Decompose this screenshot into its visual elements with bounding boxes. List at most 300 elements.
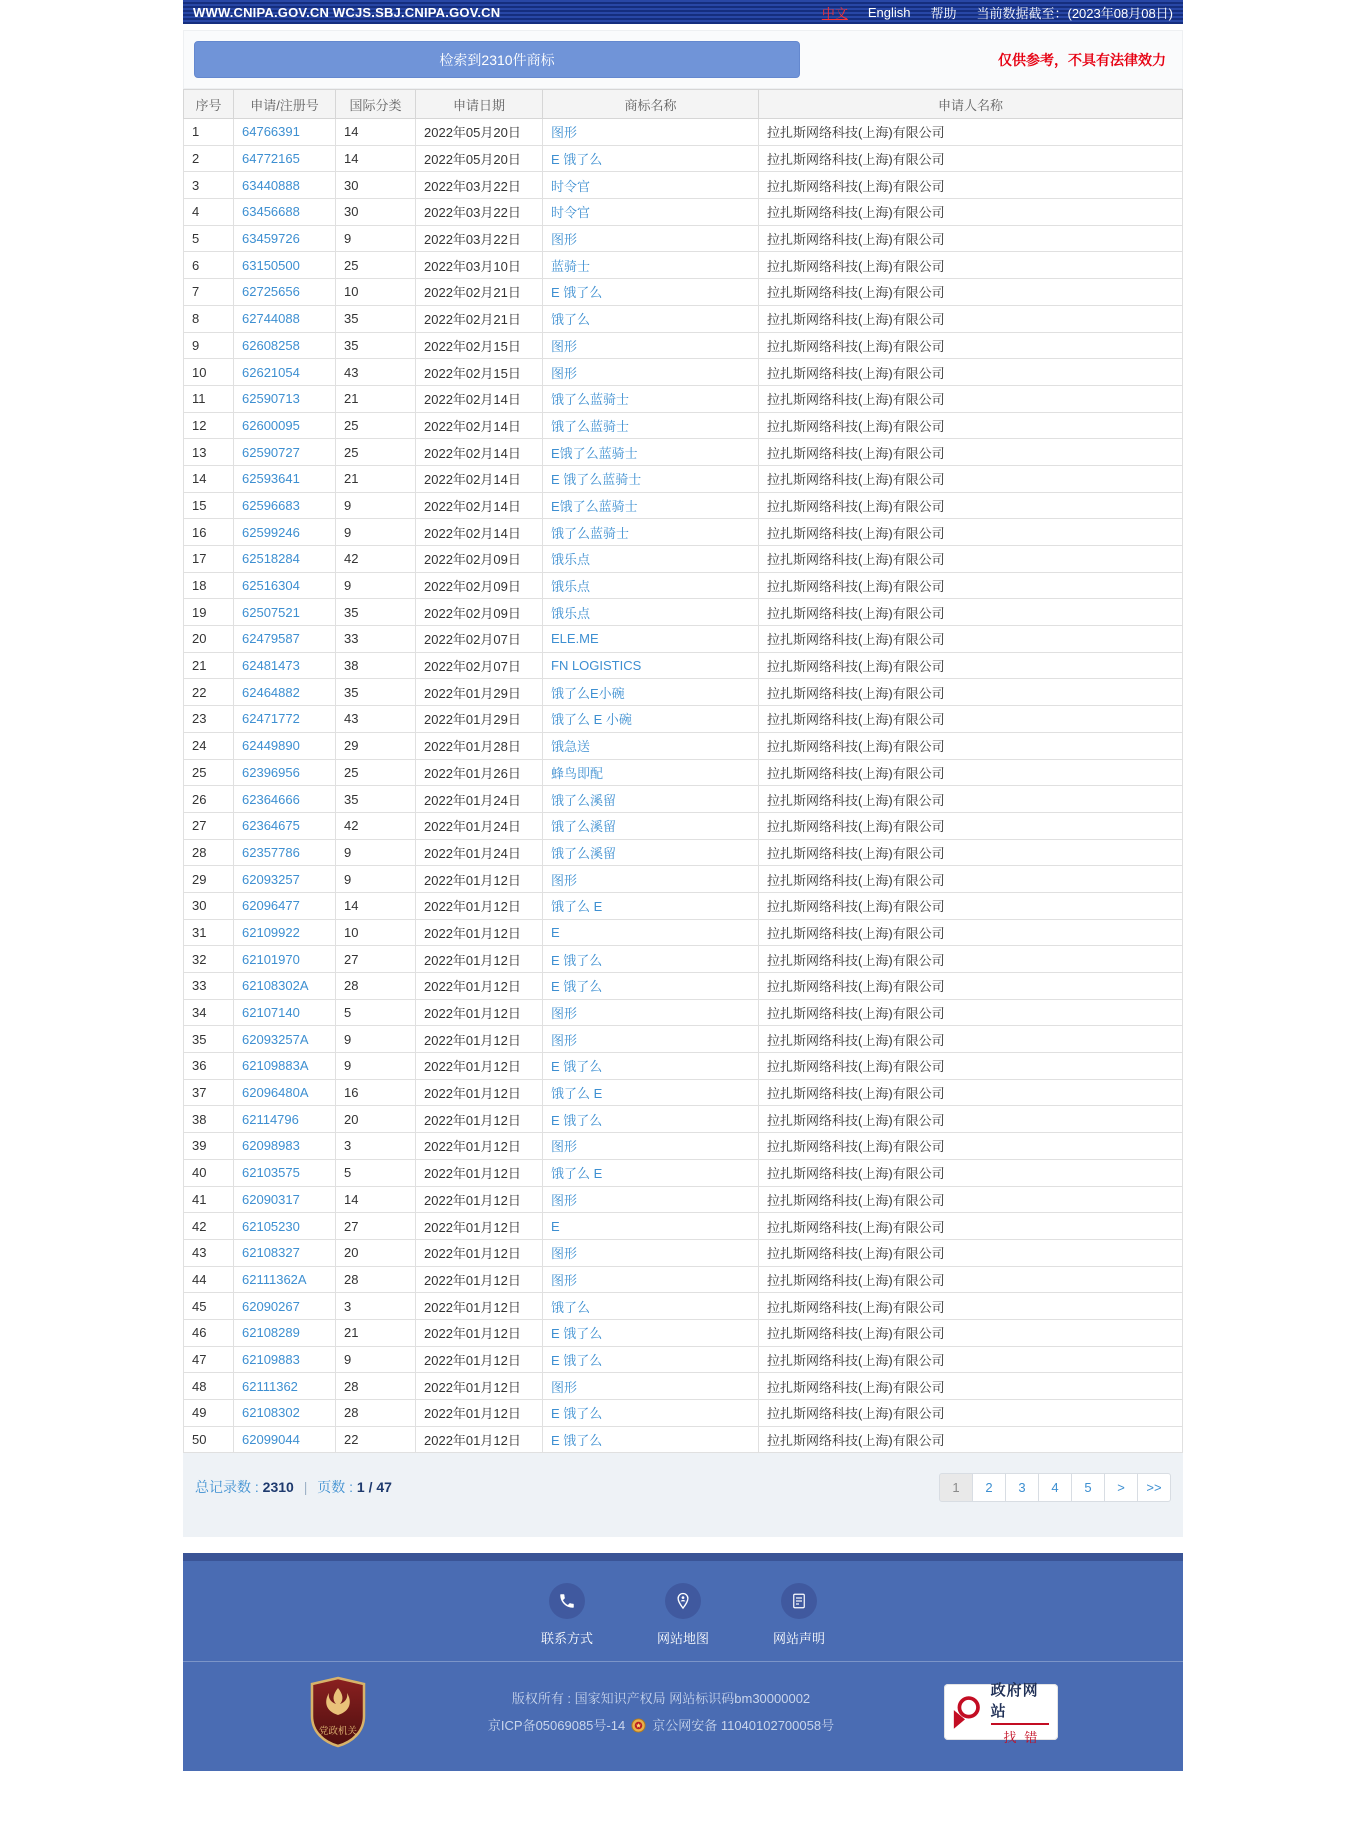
- intl-class-value: 9: [336, 1346, 416, 1373]
- table-row: [184, 626, 1183, 653]
- disclaimer-text: 仅供参考，不具有法律效力: [998, 51, 1166, 68]
- result-count-button[interactable]: 检索到2310件商标: [194, 41, 800, 78]
- trademark-name-link[interactable]: 饿了么蓝骑士: [543, 519, 759, 546]
- intl-class-value: 33: [336, 626, 416, 653]
- application-number-link[interactable]: 62364675: [234, 812, 336, 839]
- row-index: 12: [184, 412, 234, 439]
- applicant-name: 拉扎斯网络科技(上海)有限公司: [759, 1213, 1183, 1240]
- application-number-link[interactable]: 62593641: [234, 465, 336, 492]
- row-index: 22: [184, 679, 234, 706]
- trademark-name-link[interactable]: 饿了么 E: [543, 892, 759, 919]
- application-number-link[interactable]: 62481473: [234, 652, 336, 679]
- applicant-name: 拉扎斯网络科技(上海)有限公司: [759, 866, 1183, 893]
- application-date-value: 2022年01月29日: [416, 679, 543, 706]
- application-number-link[interactable]: 62600095: [234, 412, 336, 439]
- applicant-name: 拉扎斯网络科技(上海)有限公司: [759, 759, 1183, 786]
- applicant-name: 拉扎斯网络科技(上海)有限公司: [759, 999, 1183, 1026]
- row-index: 43: [184, 1239, 234, 1266]
- table-row: [184, 1186, 1183, 1213]
- applicant-name: 拉扎斯网络科技(上海)有限公司: [759, 946, 1183, 973]
- topbar-menu: [822, 3, 1173, 22]
- page-button-2[interactable]: 2: [972, 1473, 1006, 1502]
- application-number-link[interactable]: 62396956: [234, 759, 336, 786]
- trademark-name-link[interactable]: FN LOGISTICS: [543, 652, 759, 679]
- lang-english-link[interactable]: English: [867, 4, 911, 20]
- trademark-name-link[interactable]: 图形: [543, 225, 759, 252]
- trademark-name-link[interactable]: E 饿了么: [543, 1053, 759, 1080]
- application-number-link[interactable]: 62590713: [234, 385, 336, 412]
- page-count-value: 1 / 47: [356, 1479, 392, 1496]
- search-summary-bar: [183, 30, 1183, 89]
- application-number-link[interactable]: 62725656: [234, 279, 336, 306]
- application-date-value: 2022年02月07日: [416, 652, 543, 679]
- applicant-name: 拉扎斯网络科技(上海)有限公司: [759, 652, 1183, 679]
- page: [183, 0, 1183, 1771]
- row-index: 25: [184, 759, 234, 786]
- application-date-value: 2022年01月24日: [416, 812, 543, 839]
- intl-class-value: 9: [336, 1026, 416, 1053]
- intl-class-value: 30: [336, 199, 416, 226]
- application-number-link[interactable]: 63440888: [234, 172, 336, 199]
- application-number-link[interactable]: 62479587: [234, 626, 336, 653]
- trademark-name-link[interactable]: 图形: [543, 359, 759, 386]
- application-date-value: 2022年01月12日: [416, 1239, 543, 1266]
- row-index: 3: [184, 172, 234, 199]
- trademark-name-link[interactable]: 饿了么蓝骑士: [543, 385, 759, 412]
- row-index: 20: [184, 626, 234, 653]
- table-row: [184, 1266, 1183, 1293]
- application-date-value: 2022年01月12日: [416, 1186, 543, 1213]
- trademark-name-link[interactable]: 图形: [543, 1026, 759, 1053]
- application-number-link[interactable]: 62357786: [234, 839, 336, 866]
- intl-class-value: 21: [336, 1319, 416, 1346]
- intl-class-value: 43: [336, 359, 416, 386]
- application-number-link[interactable]: 64772165: [234, 145, 336, 172]
- table-row: [184, 759, 1183, 786]
- intl-class-value: 28: [336, 1373, 416, 1400]
- application-number-link[interactable]: 62471772: [234, 706, 336, 733]
- page-next-button[interactable]: >: [1104, 1473, 1138, 1502]
- application-date-value: 2022年02月15日: [416, 332, 543, 359]
- table-row: [184, 1293, 1183, 1320]
- table-row: [184, 465, 1183, 492]
- table-row: [184, 706, 1183, 733]
- application-number-link[interactable]: 62108302: [234, 1400, 336, 1427]
- application-number-link[interactable]: 62109922: [234, 919, 336, 946]
- application-number-link[interactable]: 64766391: [234, 119, 336, 146]
- table-row: [184, 1213, 1183, 1240]
- total-records-value: 2310: [262, 1479, 294, 1496]
- footer-bottom: [183, 1662, 1183, 1748]
- trademark-name-link[interactable]: E 饿了么: [543, 946, 759, 973]
- statement-label: 网站声明: [773, 1631, 826, 1647]
- row-index: 7: [184, 279, 234, 306]
- trademark-name-link[interactable]: E 饿了么蓝骑士: [543, 465, 759, 492]
- icp-number[interactable]: 京ICP备05069085号-14: [487, 1718, 626, 1734]
- trademark-name-link[interactable]: 图形: [543, 999, 759, 1026]
- application-number-link[interactable]: 62108302A: [234, 973, 336, 1000]
- contact-label: 联系方式: [540, 1631, 593, 1647]
- results-table: [183, 89, 1183, 1453]
- row-index: 40: [184, 1159, 234, 1186]
- police-registration-number[interactable]: 京公网安备 11040102700058号: [652, 1718, 835, 1734]
- trademark-name-link[interactable]: 图形: [543, 1266, 759, 1293]
- applicant-name: 拉扎斯网络科技(上海)有限公司: [759, 626, 1183, 653]
- trademark-name-link[interactable]: E 饿了么: [543, 1400, 759, 1427]
- application-number-link[interactable]: 62108289: [234, 1319, 336, 1346]
- application-number-link[interactable]: 62107140: [234, 999, 336, 1026]
- trademark-name-link[interactable]: 饿乐点: [543, 546, 759, 573]
- intl-class-value: 9: [336, 866, 416, 893]
- table-row: [184, 1053, 1183, 1080]
- applicant-name: 拉扎斯网络科技(上海)有限公司: [759, 1266, 1183, 1293]
- table-row: [184, 679, 1183, 706]
- party-government-shield-icon[interactable]: [308, 1676, 368, 1748]
- intl-class-value: 35: [336, 305, 416, 332]
- table-row: [184, 599, 1183, 626]
- application-number-link[interactable]: 62093257A: [234, 1026, 336, 1053]
- application-date-value: 2022年01月28日: [416, 732, 543, 759]
- application-number-link[interactable]: 62105230: [234, 1213, 336, 1240]
- trademark-name-link[interactable]: 饿了么蓝骑士: [543, 412, 759, 439]
- application-number-link[interactable]: 62093257: [234, 866, 336, 893]
- trademark-name-link[interactable]: E 饿了么: [543, 1346, 759, 1373]
- trademark-name-link[interactable]: 饿了么 E: [543, 1079, 759, 1106]
- row-index: 4: [184, 199, 234, 226]
- applicant-name: 拉扎斯网络科技(上海)有限公司: [759, 706, 1183, 733]
- intl-class-value: 28: [336, 973, 416, 1000]
- application-number-link[interactable]: 62111362: [234, 1373, 336, 1400]
- applicant-name: 拉扎斯网络科技(上海)有限公司: [759, 1106, 1183, 1133]
- row-index: 49: [184, 1400, 234, 1427]
- intl-class-value: 20: [336, 1239, 416, 1266]
- application-number-link[interactable]: 62096477: [234, 892, 336, 919]
- applicant-name: 拉扎斯网络科技(上海)有限公司: [759, 546, 1183, 573]
- gov-badge-rule: [991, 1723, 1049, 1725]
- table-row: [184, 786, 1183, 813]
- sitemap-label: 网站地图: [656, 1631, 709, 1647]
- intl-class-value: 25: [336, 439, 416, 466]
- application-date-value: 2022年01月12日: [416, 919, 543, 946]
- trademark-name-link[interactable]: 饿了么 E 小碗: [543, 706, 759, 733]
- intl-class-value: 28: [336, 1400, 416, 1427]
- applicant-name: 拉扎斯网络科技(上海)有限公司: [759, 1079, 1183, 1106]
- intl-class-value: 14: [336, 119, 416, 146]
- application-date-value: 2022年01月12日: [416, 1213, 543, 1240]
- row-index: 13: [184, 439, 234, 466]
- trademark-name-link[interactable]: E 饿了么: [543, 1106, 759, 1133]
- trademark-name-link[interactable]: 饿了么溪留: [543, 812, 759, 839]
- row-index: 8: [184, 305, 234, 332]
- applicant-name: 拉扎斯网络科技(上海)有限公司: [759, 1239, 1183, 1266]
- trademark-name-link[interactable]: 饿乐点: [543, 572, 759, 599]
- application-number-link[interactable]: 62090317: [234, 1186, 336, 1213]
- application-date-value: 2022年01月12日: [416, 1026, 543, 1053]
- applicant-name: 拉扎斯网络科技(上海)有限公司: [759, 732, 1183, 759]
- applicant-name: 拉扎斯网络科技(上海)有限公司: [759, 172, 1183, 199]
- table-row: [184, 1426, 1183, 1453]
- row-index: 46: [184, 1319, 234, 1346]
- table-row: [184, 1346, 1183, 1373]
- table-row: [184, 359, 1183, 386]
- application-number-link[interactable]: 62599246: [234, 519, 336, 546]
- application-number-link[interactable]: 62090267: [234, 1293, 336, 1320]
- application-number-link[interactable]: 63150500: [234, 252, 336, 279]
- trademark-name-link[interactable]: 饿乐点: [543, 599, 759, 626]
- applicant-name: 拉扎斯网络科技(上海)有限公司: [759, 1026, 1183, 1053]
- applicant-name: 拉扎斯网络科技(上海)有限公司: [759, 1319, 1183, 1346]
- applicant-name: 拉扎斯网络科技(上海)有限公司: [759, 839, 1183, 866]
- applicant-name: 拉扎斯网络科技(上海)有限公司: [759, 1293, 1183, 1320]
- intl-class-value: 9: [336, 519, 416, 546]
- table-row: [184, 119, 1183, 146]
- intl-class-value: 35: [336, 332, 416, 359]
- intl-class-value: 9: [336, 839, 416, 866]
- row-index: 5: [184, 225, 234, 252]
- applicant-name: 拉扎斯网络科技(上海)有限公司: [759, 599, 1183, 626]
- trademark-name-link[interactable]: E: [543, 919, 759, 946]
- application-date-value: 2022年01月12日: [416, 866, 543, 893]
- summary-separator: |: [303, 1479, 308, 1496]
- application-number-link[interactable]: 62744088: [234, 305, 336, 332]
- intl-class-value: 28: [336, 1266, 416, 1293]
- intl-class-value: 5: [336, 1159, 416, 1186]
- trademark-name-link[interactable]: 图形: [543, 332, 759, 359]
- trademark-name-link[interactable]: E 饿了么: [543, 279, 759, 306]
- trademark-name-link[interactable]: E饿了么蓝骑士: [543, 439, 759, 466]
- application-number-link[interactable]: 62596683: [234, 492, 336, 519]
- application-number-link[interactable]: 62516304: [234, 572, 336, 599]
- application-date-value: 2022年01月12日: [416, 973, 543, 1000]
- trademark-name-link[interactable]: 图形: [543, 1186, 759, 1213]
- row-index: 29: [184, 866, 234, 893]
- table-row: [184, 172, 1183, 199]
- row-index: 6: [184, 252, 234, 279]
- application-number-link[interactable]: 62101970: [234, 946, 336, 973]
- applicant-name: 拉扎斯网络科技(上海)有限公司: [759, 492, 1183, 519]
- trademark-name-link[interactable]: ELE.ME: [543, 626, 759, 653]
- application-number-link[interactable]: 62108327: [234, 1239, 336, 1266]
- pager: [939, 1473, 1171, 1502]
- intl-class-value: 35: [336, 679, 416, 706]
- application-number-link[interactable]: 62464882: [234, 679, 336, 706]
- header-application-number: 申请/注册号: [234, 90, 336, 119]
- phone-icon: [549, 1583, 585, 1619]
- applicant-name: 拉扎斯网络科技(上海)有限公司: [759, 119, 1183, 146]
- row-index: 23: [184, 706, 234, 733]
- application-number-link[interactable]: 62608258: [234, 332, 336, 359]
- application-number-link[interactable]: 63456688: [234, 199, 336, 226]
- applicant-name: 拉扎斯网络科技(上海)有限公司: [759, 1159, 1183, 1186]
- application-number-link[interactable]: 62111362A: [234, 1266, 336, 1293]
- row-index: 44: [184, 1266, 234, 1293]
- trademark-name-link[interactable]: 时令官: [543, 172, 759, 199]
- application-number-link[interactable]: 62518284: [234, 546, 336, 573]
- intl-class-value: 21: [336, 465, 416, 492]
- table-row: [184, 332, 1183, 359]
- trademark-name-link[interactable]: 饿了么: [543, 305, 759, 332]
- row-index: 19: [184, 599, 234, 626]
- statement-link[interactable]: [773, 1583, 825, 1647]
- trademark-name-link[interactable]: 图形: [543, 1373, 759, 1400]
- page-last-button[interactable]: >>: [1137, 1473, 1171, 1502]
- intl-class-value: 25: [336, 412, 416, 439]
- intl-class-value: 22: [336, 1426, 416, 1453]
- application-number-link[interactable]: 62109883A: [234, 1053, 336, 1080]
- application-date-value: 2022年02月14日: [416, 492, 543, 519]
- intl-class-value: 14: [336, 892, 416, 919]
- applicant-name: 拉扎斯网络科技(上海)有限公司: [759, 252, 1183, 279]
- application-date-value: 2022年02月21日: [416, 279, 543, 306]
- topbar: [183, 0, 1183, 24]
- applicant-name: 拉扎斯网络科技(上海)有限公司: [759, 279, 1183, 306]
- trademark-name-link[interactable]: E: [543, 1213, 759, 1240]
- trademark-name-link[interactable]: 蓝骑士: [543, 252, 759, 279]
- application-date-value: 2022年01月12日: [416, 1106, 543, 1133]
- gov-website-error-report-badge[interactable]: [944, 1681, 1058, 1745]
- header-intl-class: 国际分类: [336, 90, 416, 119]
- application-number-link[interactable]: 62096480A: [234, 1079, 336, 1106]
- trademark-name-link[interactable]: 图形: [543, 119, 759, 146]
- application-date-value: 2022年02月14日: [416, 385, 543, 412]
- footer: [183, 1553, 1183, 1771]
- row-index: 17: [184, 546, 234, 573]
- application-number-link[interactable]: 63459726: [234, 225, 336, 252]
- row-index: 27: [184, 812, 234, 839]
- application-date-value: 2022年01月12日: [416, 946, 543, 973]
- applicant-name: 拉扎斯网络科技(上海)有限公司: [759, 1426, 1183, 1453]
- application-number-link[interactable]: 62099044: [234, 1426, 336, 1453]
- intl-class-value: 9: [336, 572, 416, 599]
- table-row: [184, 999, 1183, 1026]
- row-index: 15: [184, 492, 234, 519]
- header-seq: 序号: [184, 90, 234, 119]
- trademark-name-link[interactable]: 蜂鸟即配: [543, 759, 759, 786]
- table-row: [184, 1319, 1183, 1346]
- table-row: [184, 1133, 1183, 1160]
- trademark-name-link[interactable]: 时令官: [543, 199, 759, 226]
- application-number-link[interactable]: 62590727: [234, 439, 336, 466]
- trademark-name-link[interactable]: 饿了么溪留: [543, 839, 759, 866]
- application-number-link[interactable]: 62114796: [234, 1106, 336, 1133]
- application-number-link[interactable]: 62364666: [234, 786, 336, 813]
- sitemap-icon: [665, 1583, 701, 1619]
- lang-chinese-link[interactable]: 中文: [821, 5, 848, 21]
- application-date-value: 2022年02月09日: [416, 546, 543, 573]
- row-index: 33: [184, 973, 234, 1000]
- application-date-value: 2022年02月09日: [416, 599, 543, 626]
- trademark-name-link[interactable]: 饿了么: [543, 1293, 759, 1320]
- trademark-name-link[interactable]: E饿了么蓝骑士: [543, 492, 759, 519]
- application-number-link[interactable]: 62621054: [234, 359, 336, 386]
- intl-class-value: 3: [336, 1293, 416, 1320]
- applicant-name: 拉扎斯网络科技(上海)有限公司: [759, 305, 1183, 332]
- application-number-link[interactable]: 62449890: [234, 732, 336, 759]
- applicant-name: 拉扎斯网络科技(上海)有限公司: [759, 145, 1183, 172]
- page-button-5[interactable]: 5: [1071, 1473, 1105, 1502]
- table-row: [184, 1106, 1183, 1133]
- contact-link[interactable]: [541, 1583, 593, 1647]
- trademark-name-link[interactable]: E 饿了么: [543, 145, 759, 172]
- trademark-name-link[interactable]: 饿急送: [543, 732, 759, 759]
- application-number-link[interactable]: 62103575: [234, 1159, 336, 1186]
- application-date-value: 2022年01月12日: [416, 1079, 543, 1106]
- applicant-name: 拉扎斯网络科技(上海)有限公司: [759, 1400, 1183, 1427]
- application-date-value: 2022年01月12日: [416, 999, 543, 1026]
- applicant-name: 拉扎斯网络科技(上海)有限公司: [759, 892, 1183, 919]
- help-link[interactable]: 帮助: [930, 5, 957, 21]
- intl-class-value: 10: [336, 279, 416, 306]
- statement-icon: [781, 1583, 817, 1619]
- table-row: [184, 1026, 1183, 1053]
- applicant-name: 拉扎斯网络科技(上海)有限公司: [759, 1133, 1183, 1160]
- row-index: 41: [184, 1186, 234, 1213]
- trademark-name-link[interactable]: 图形: [543, 866, 759, 893]
- page-button-4[interactable]: 4: [1038, 1473, 1072, 1502]
- application-number-link[interactable]: 62507521: [234, 599, 336, 626]
- application-date-value: 2022年01月12日: [416, 892, 543, 919]
- row-index: 37: [184, 1079, 234, 1106]
- gov-badge-subtitle: 找错: [1003, 1729, 1046, 1745]
- intl-class-value: 35: [336, 786, 416, 813]
- row-index: 30: [184, 892, 234, 919]
- row-index: 21: [184, 652, 234, 679]
- trademark-name-link[interactable]: E 饿了么: [543, 1426, 759, 1453]
- row-index: 26: [184, 786, 234, 813]
- intl-class-value: 9: [336, 225, 416, 252]
- table-row: [184, 412, 1183, 439]
- row-index: 14: [184, 465, 234, 492]
- applicant-name: 拉扎斯网络科技(上海)有限公司: [759, 465, 1183, 492]
- intl-class-value: 21: [336, 385, 416, 412]
- table-row: [184, 279, 1183, 306]
- intl-class-value: 38: [336, 652, 416, 679]
- shield-badge-text: 党政机关: [318, 1726, 357, 1738]
- intl-class-value: 10: [336, 919, 416, 946]
- application-date-value: 2022年02月15日: [416, 359, 543, 386]
- trademark-name-link[interactable]: 图形: [543, 1133, 759, 1160]
- sitemap-link[interactable]: [657, 1583, 709, 1647]
- page-button-1: 1: [939, 1473, 973, 1502]
- trademark-name-link[interactable]: E 饿了么: [543, 1319, 759, 1346]
- application-date-value: 2022年02月09日: [416, 572, 543, 599]
- table-row: [184, 305, 1183, 332]
- application-date-value: 2022年02月14日: [416, 519, 543, 546]
- table-row: [184, 839, 1183, 866]
- application-number-link[interactable]: 62109883: [234, 1346, 336, 1373]
- application-date-value: 2022年03月22日: [416, 199, 543, 226]
- intl-class-value: 14: [336, 1186, 416, 1213]
- application-date-value: 2022年03月22日: [416, 172, 543, 199]
- application-number-link[interactable]: 62098983: [234, 1133, 336, 1160]
- trademark-name-link[interactable]: 饿了么E小碗: [543, 679, 759, 706]
- page-button-3[interactable]: 3: [1005, 1473, 1039, 1502]
- table-row: [184, 892, 1183, 919]
- header-applicant-name: 申请人名称: [759, 90, 1183, 119]
- trademark-name-link[interactable]: 饿了么 E: [543, 1159, 759, 1186]
- row-index: 32: [184, 946, 234, 973]
- trademark-name-link[interactable]: E 饿了么: [543, 973, 759, 1000]
- applicant-name: 拉扎斯网络科技(上海)有限公司: [759, 786, 1183, 813]
- trademark-name-link[interactable]: 饿了么溪留: [543, 786, 759, 813]
- site-url: WWW.CNIPA.GOV.CN WCJS.SBJ.CNIPA.GOV.CN: [193, 4, 501, 20]
- applicant-name: 拉扎斯网络科技(上海)有限公司: [759, 679, 1183, 706]
- intl-class-value: 16: [336, 1079, 416, 1106]
- footer-links: [183, 1583, 1183, 1647]
- trademark-name-link[interactable]: 图形: [543, 1239, 759, 1266]
- application-date-value: 2022年01月12日: [416, 1346, 543, 1373]
- row-index: 2: [184, 145, 234, 172]
